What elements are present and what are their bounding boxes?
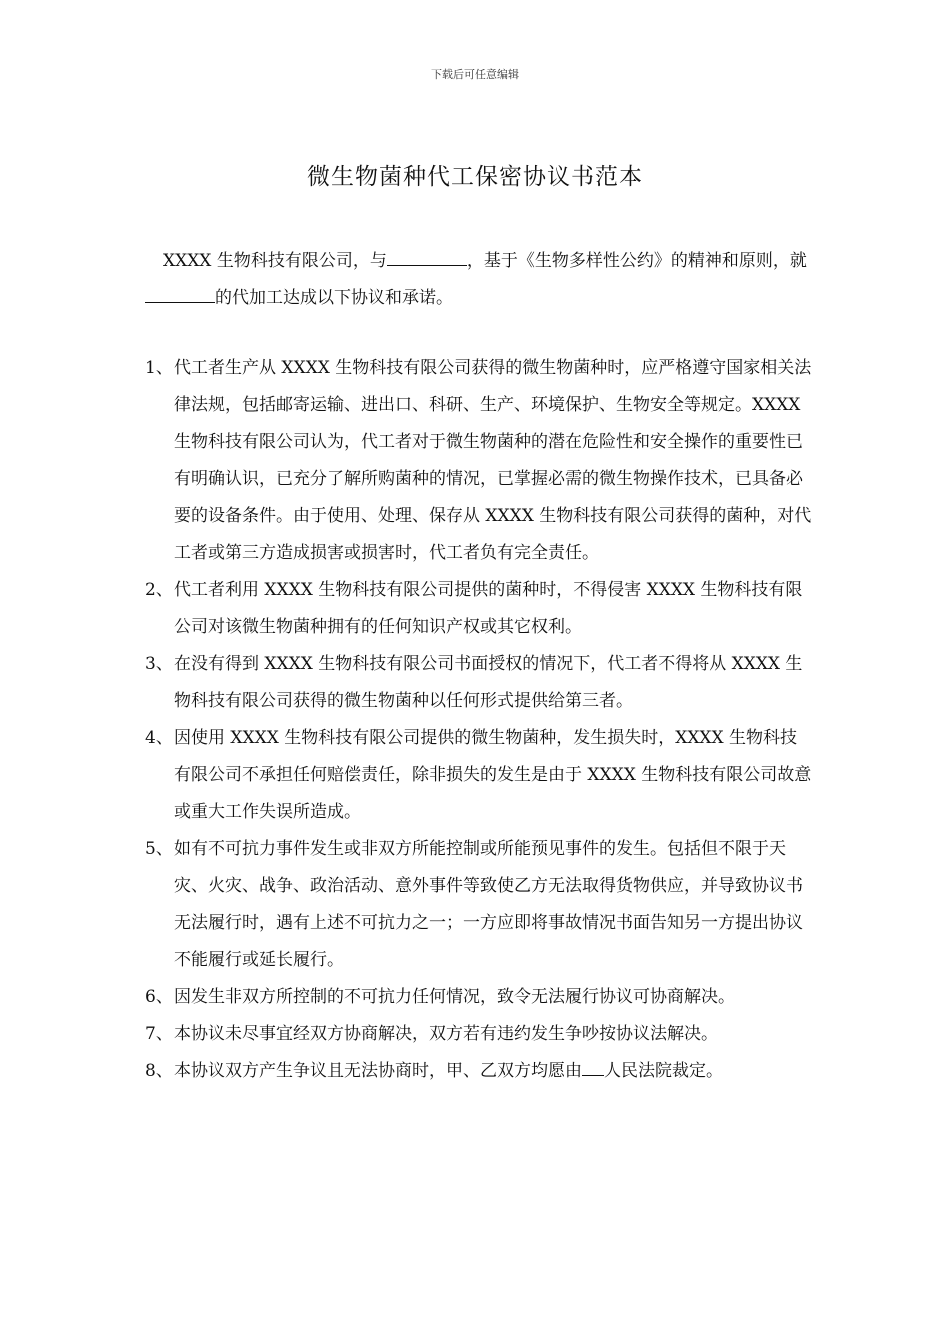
clause-6 xyxy=(145,979,813,1016)
clause-1 xyxy=(145,350,813,572)
clause-text: 本协议双方产生争议且无法协商时，甲、乙双方均愿由 xyxy=(174,1061,582,1081)
clause-number: 8、 xyxy=(145,1061,173,1081)
court-name-blank[interactable] xyxy=(582,1057,604,1076)
product-name-blank[interactable] xyxy=(145,284,215,303)
clause-list xyxy=(145,350,813,1090)
clause-text: 因使用 XXXX 生物科技有限公司提供的微生物菌种，发生损失时，XXXX 生物科技有限公司不承担任何赔偿责任，除非损失的发生是由于 XXXX 生物科技有限公司故意或重大工作失误所造成。 xyxy=(174,728,812,822)
clause-text: 在没有得到 XXXX 生物科技有限公司书面授权的情况下，代工者不得将从 XXXX 生物科技有限公司获得的微生物菌种以任何形式提供给第三者。 xyxy=(174,654,803,711)
clause-text: 本协议未尽事宜经双方协商解决，双方若有违约发生争吵按协议法解决。 xyxy=(174,1024,718,1044)
page-header: 下载后可任意编辑 xyxy=(431,68,519,81)
clause-number: 1、 xyxy=(145,358,173,378)
clause-8 xyxy=(145,1053,813,1090)
clause-number: 4、 xyxy=(145,728,173,748)
clause-7 xyxy=(145,1016,813,1053)
intro-text-3: 的代加工达成以下协议和承诺。 xyxy=(215,288,453,308)
clause-text-end: 人民法院裁定。 xyxy=(604,1061,723,1081)
clause-3 xyxy=(145,646,813,720)
clause-number: 6、 xyxy=(145,987,173,1007)
clause-number: 3、 xyxy=(145,654,173,674)
clause-4 xyxy=(145,720,813,831)
party-name-blank[interactable] xyxy=(387,247,467,266)
clause-5 xyxy=(145,831,813,979)
clause-number: 5、 xyxy=(145,839,173,859)
intro-paragraph xyxy=(145,243,810,317)
intro-text-2: ，基于《生物多样性公约》的精神和原则，就 xyxy=(466,251,807,271)
clause-text: 代工者生产从 XXXX 生物科技有限公司获得的微生物菌种时，应严格遵守国家相关法律法规，包括邮寄运输、进出口、科研、生产、环境保护、生物安全等规定。XXXX 生物科技有限公司认为，代工者对于微生物菌种的潜在危险性和安全操作的重要性已有明确认识，已充分了解所购菌种的情况，已掌握必需的微生物操作技术，已具备必要的设备条件。由于使用、处理、保存从 XXXX 生物科技有限公司获得的菌种，对代工者或第三方造成损害或损害时，代工者负有完全责任。 xyxy=(174,358,812,563)
clause-2 xyxy=(145,572,813,646)
document-title: 微生物菌种代工保密协议书范本 xyxy=(307,164,643,190)
clause-text: 代工者利用 XXXX 生物科技有限公司提供的菌种时，不得侵害 XXXX 生物科技有限公司对该微生物菌种拥有的任何知识产权或其它权利。 xyxy=(174,580,803,637)
clause-number: 2、 xyxy=(145,580,173,600)
clause-number: 7、 xyxy=(145,1024,173,1044)
clause-text: 如有不可抗力事件发生或非双方所能控制或所能预见事件的发生。包括但不限于天灾、火灾、战争、政治活动、意外事件等致使乙方无法取得货物供应，并导致协议书无法履行时，遇有上述不可抗力之一；一方应即将事故情况书面告知另一方提出协议不能履行或延长履行。 xyxy=(174,839,803,970)
clause-text: 因发生非双方所控制的不可抗力任何情况，致令无法履行协议可协商解决。 xyxy=(174,987,735,1007)
intro-text-1: XXXX 生物科技有限公司，与 xyxy=(163,251,387,271)
